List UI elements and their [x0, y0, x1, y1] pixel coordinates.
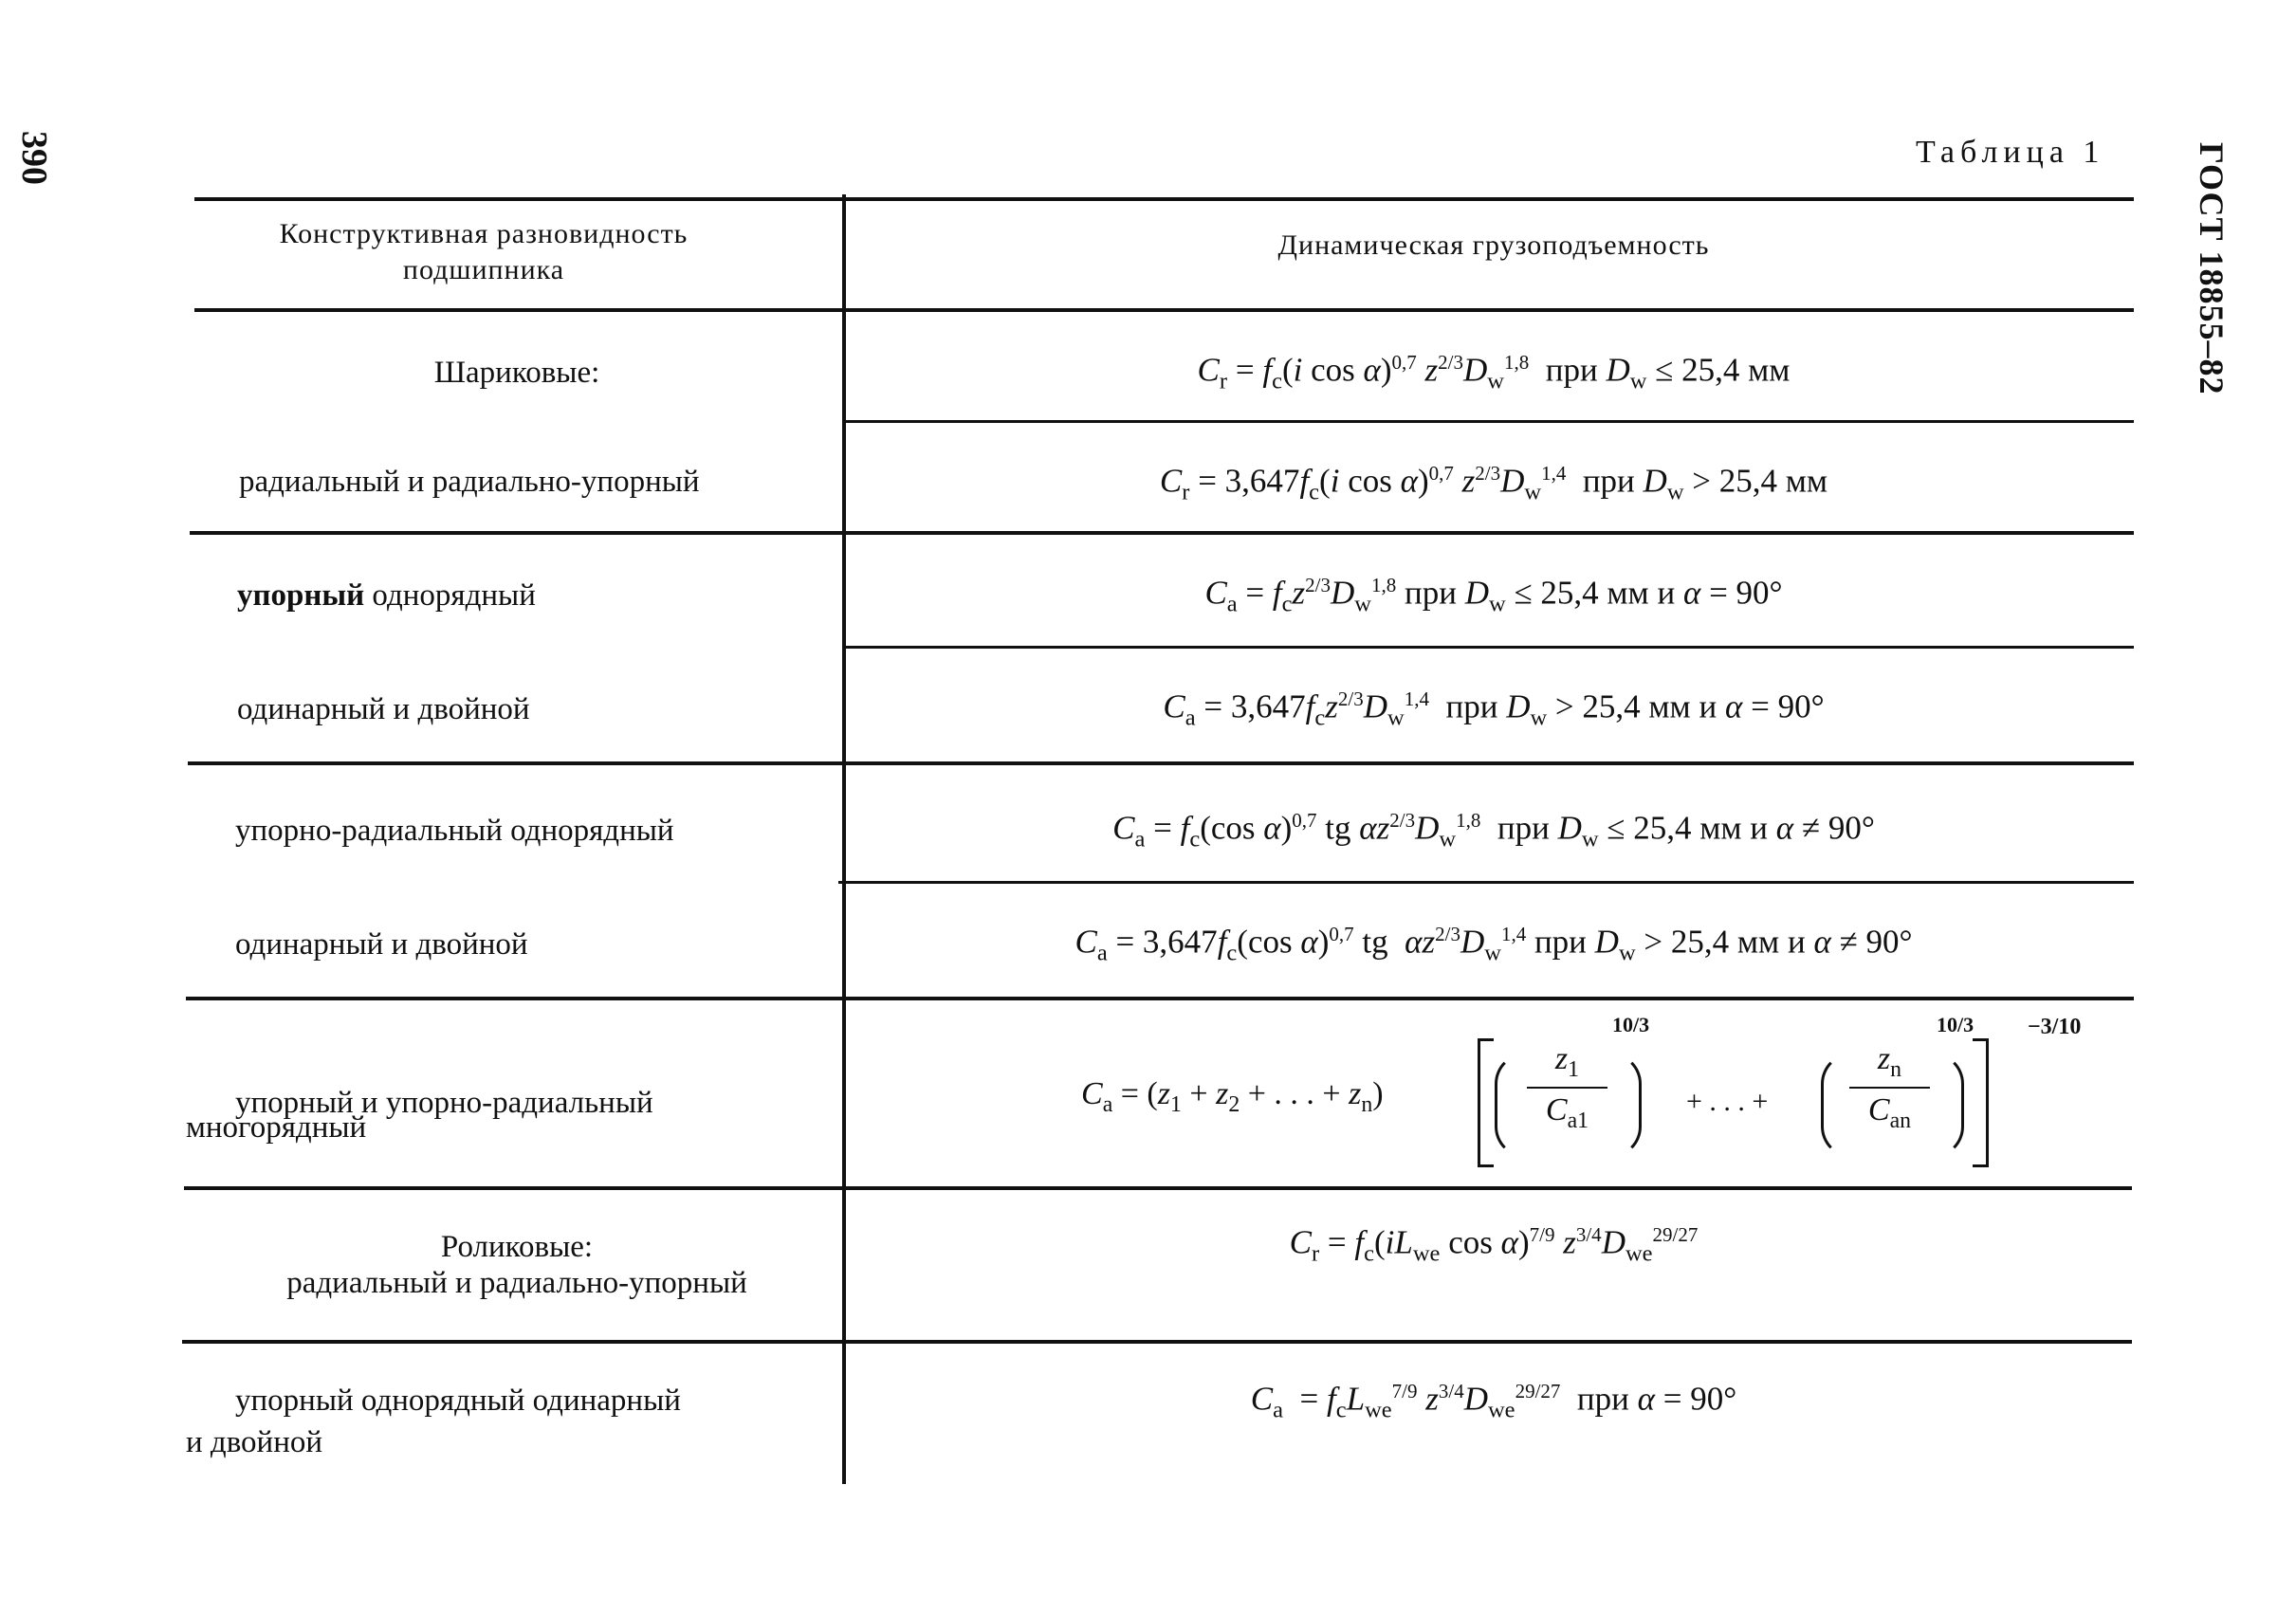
formula-9: $C_a = f_cL_{we}^{7/9}$ $z^{3/4}D_{we}^{29/27}$ при α = 90°	[1250, 1380, 1737, 1423]
rule-r1	[844, 420, 2134, 423]
row-roller	[190, 1229, 844, 1301]
f2-coef: = 3,647	[1198, 462, 1300, 500]
rule-r8	[182, 1340, 2132, 1344]
exp-inner-1: 10/3	[1612, 1013, 1650, 1036]
formula-1: $C_r = f_c(i$ cos α)$^{0,7}$ $z^{2/3}D_w^{1,8}$ при $D_w \le 25,4$ мм	[1197, 351, 1791, 394]
f6-angle: ≠ 90°	[1839, 923, 1913, 961]
table-top-rule	[194, 197, 2134, 201]
rule-r3	[842, 646, 2134, 649]
row-ball-heading	[190, 355, 844, 391]
f4-angle: = 90°	[1751, 687, 1825, 725]
f3-angle: = 90°	[1709, 574, 1783, 612]
row-thrust-rest: однорядный	[364, 578, 536, 613]
formula-6: $C_a = 3,647f_c(\cos$ α)$^{0,7}$ tg $\alpha z^{2/3}D_w^{1,4}$ при $D_w > 25,4$ мм и α ≠ 90°	[1075, 923, 1913, 966]
right-square-bracket	[1973, 1038, 1989, 1167]
row-thrust-angular-text: упорно-радиальный однорядный	[235, 814, 674, 848]
f2-cond: при	[1582, 462, 1635, 500]
table-title: Таблица 1	[1916, 135, 2105, 170]
ellipsis-plus: + . . . +	[1686, 1086, 1769, 1117]
f6-tail: > 25,4 мм и	[1644, 923, 1806, 961]
formula-8: $C_r = f_c(iL_{we}$ cos α)$^{7/9}$ $z^{3/4}D_{we}^{29/27}$	[1289, 1223, 1699, 1267]
fraction-n: $z_n$ $C_{an}$	[1849, 1041, 1930, 1134]
row-thrust-angular-double-text: одинарный и двойной	[235, 927, 528, 962]
row-thrust-angular	[235, 813, 674, 849]
header-capacity	[854, 228, 2134, 264]
rule-r6	[186, 997, 2134, 1000]
f9-cond: при	[1576, 1380, 1629, 1418]
f4-coef: = 3,647	[1203, 687, 1306, 725]
f2-tail: > 25,4 мм	[1692, 462, 1828, 500]
right-paren-2	[1933, 1053, 1964, 1158]
row-ball-heading-text: Шариковые:	[433, 356, 600, 390]
row-roller-thrust-line2: и двойной	[186, 1425, 323, 1459]
formula-2: $C_r = 3,647f_c(i$ cos α)$^{0,7}$ $z^{2/3}D_w^{1,4}$ при $D_w > 25,4$ мм	[1159, 462, 1828, 505]
f5-cond: при	[1497, 809, 1550, 847]
fraction-1: $z_1$ $C_{a1}$	[1527, 1041, 1607, 1134]
row-thrust-single	[237, 577, 536, 614]
row-roller-sub: радиальный и радиально-упорный	[286, 1266, 747, 1300]
left-paren-1	[1495, 1053, 1526, 1158]
left-paren-2	[1821, 1053, 1852, 1158]
document-id: ГОСТ 18855–82	[2193, 142, 2231, 395]
rule-r7	[184, 1186, 2132, 1190]
f9-angle: = 90°	[1662, 1380, 1737, 1418]
exp-inner-n: 10/3	[1937, 1013, 1975, 1036]
row-thrust-bold: упорный	[237, 578, 365, 613]
f5-angle: ≠ 90°	[1801, 809, 1875, 847]
rule-r5	[838, 881, 2134, 884]
f5-tail: ≤ 25,4 мм и	[1607, 809, 1769, 847]
header-construction-label: Конструктивная разновидность подшипника	[279, 218, 689, 285]
f4-tail: > 25,4 мм и	[1554, 687, 1717, 725]
f4-cond: при	[1445, 687, 1498, 725]
row-roller-thrust-line1: упорный однорядный одинарный	[235, 1384, 681, 1418]
rule-r2	[190, 531, 2134, 535]
page-number: 390	[14, 131, 54, 185]
row-multirow-line1: упорный и упорно-радиальный	[235, 1086, 653, 1120]
f6-coef: = 3,647	[1115, 923, 1218, 961]
exp-outer: −3/10	[2028, 1015, 2082, 1039]
header-bottom-rule	[194, 308, 2134, 312]
formula-4: $C_a = 3,647f_cz^{2/3}D_w^{1,4}$ при $D_w > 25,4$ мм и α = 90°	[1163, 687, 1825, 731]
row-multirow-line2: многорядный	[186, 1110, 367, 1145]
f1-tail: ≤ 25,4 мм	[1655, 351, 1791, 389]
header-capacity-label: Динамическая грузоподъемность	[1277, 229, 1710, 261]
f1-cond: при	[1545, 351, 1598, 389]
right-paren-1	[1610, 1053, 1642, 1158]
row-radial-text: радиальный и радиально-упорный	[239, 465, 700, 499]
f3-cond: при	[1404, 574, 1457, 612]
row-thrust-angular-double	[235, 926, 528, 962]
row-radial	[239, 464, 700, 500]
row-thrust-double	[237, 691, 530, 727]
header-construction	[123, 216, 844, 288]
f3-tail: ≤ 25,4 мм и	[1514, 574, 1676, 612]
rule-r4	[188, 761, 2134, 765]
row-roller-thrust	[186, 1383, 681, 1460]
formula-3: $C_a = f_cz^{2/3}D_w^{1,8}$ при $D_w \le 25,4$ мм и α = 90°	[1204, 574, 1783, 617]
formula-7: $C_a = (z_1 + z_2$ + . . . + $z_n$) $z_1$ $C_{a1}$ 10/3 + . . . + $z_n$ $C_{an}$ 10/3 −3/10	[1062, 1024, 2143, 1176]
formula-5: $C_a = f_c(\cos$ α)$^{0,7}$ tg $\alpha z^{2/3}D_w^{1,8}$ при $D_w \le 25,4$ мм и α ≠ 90°	[1112, 809, 1875, 852]
row-multirow	[186, 1085, 653, 1146]
f6-cond: при	[1534, 923, 1587, 961]
row-roller-heading: Роликовые:	[440, 1230, 594, 1264]
row-thrust-double-text: одинарный и двойной	[237, 692, 530, 726]
left-square-bracket	[1478, 1038, 1494, 1167]
